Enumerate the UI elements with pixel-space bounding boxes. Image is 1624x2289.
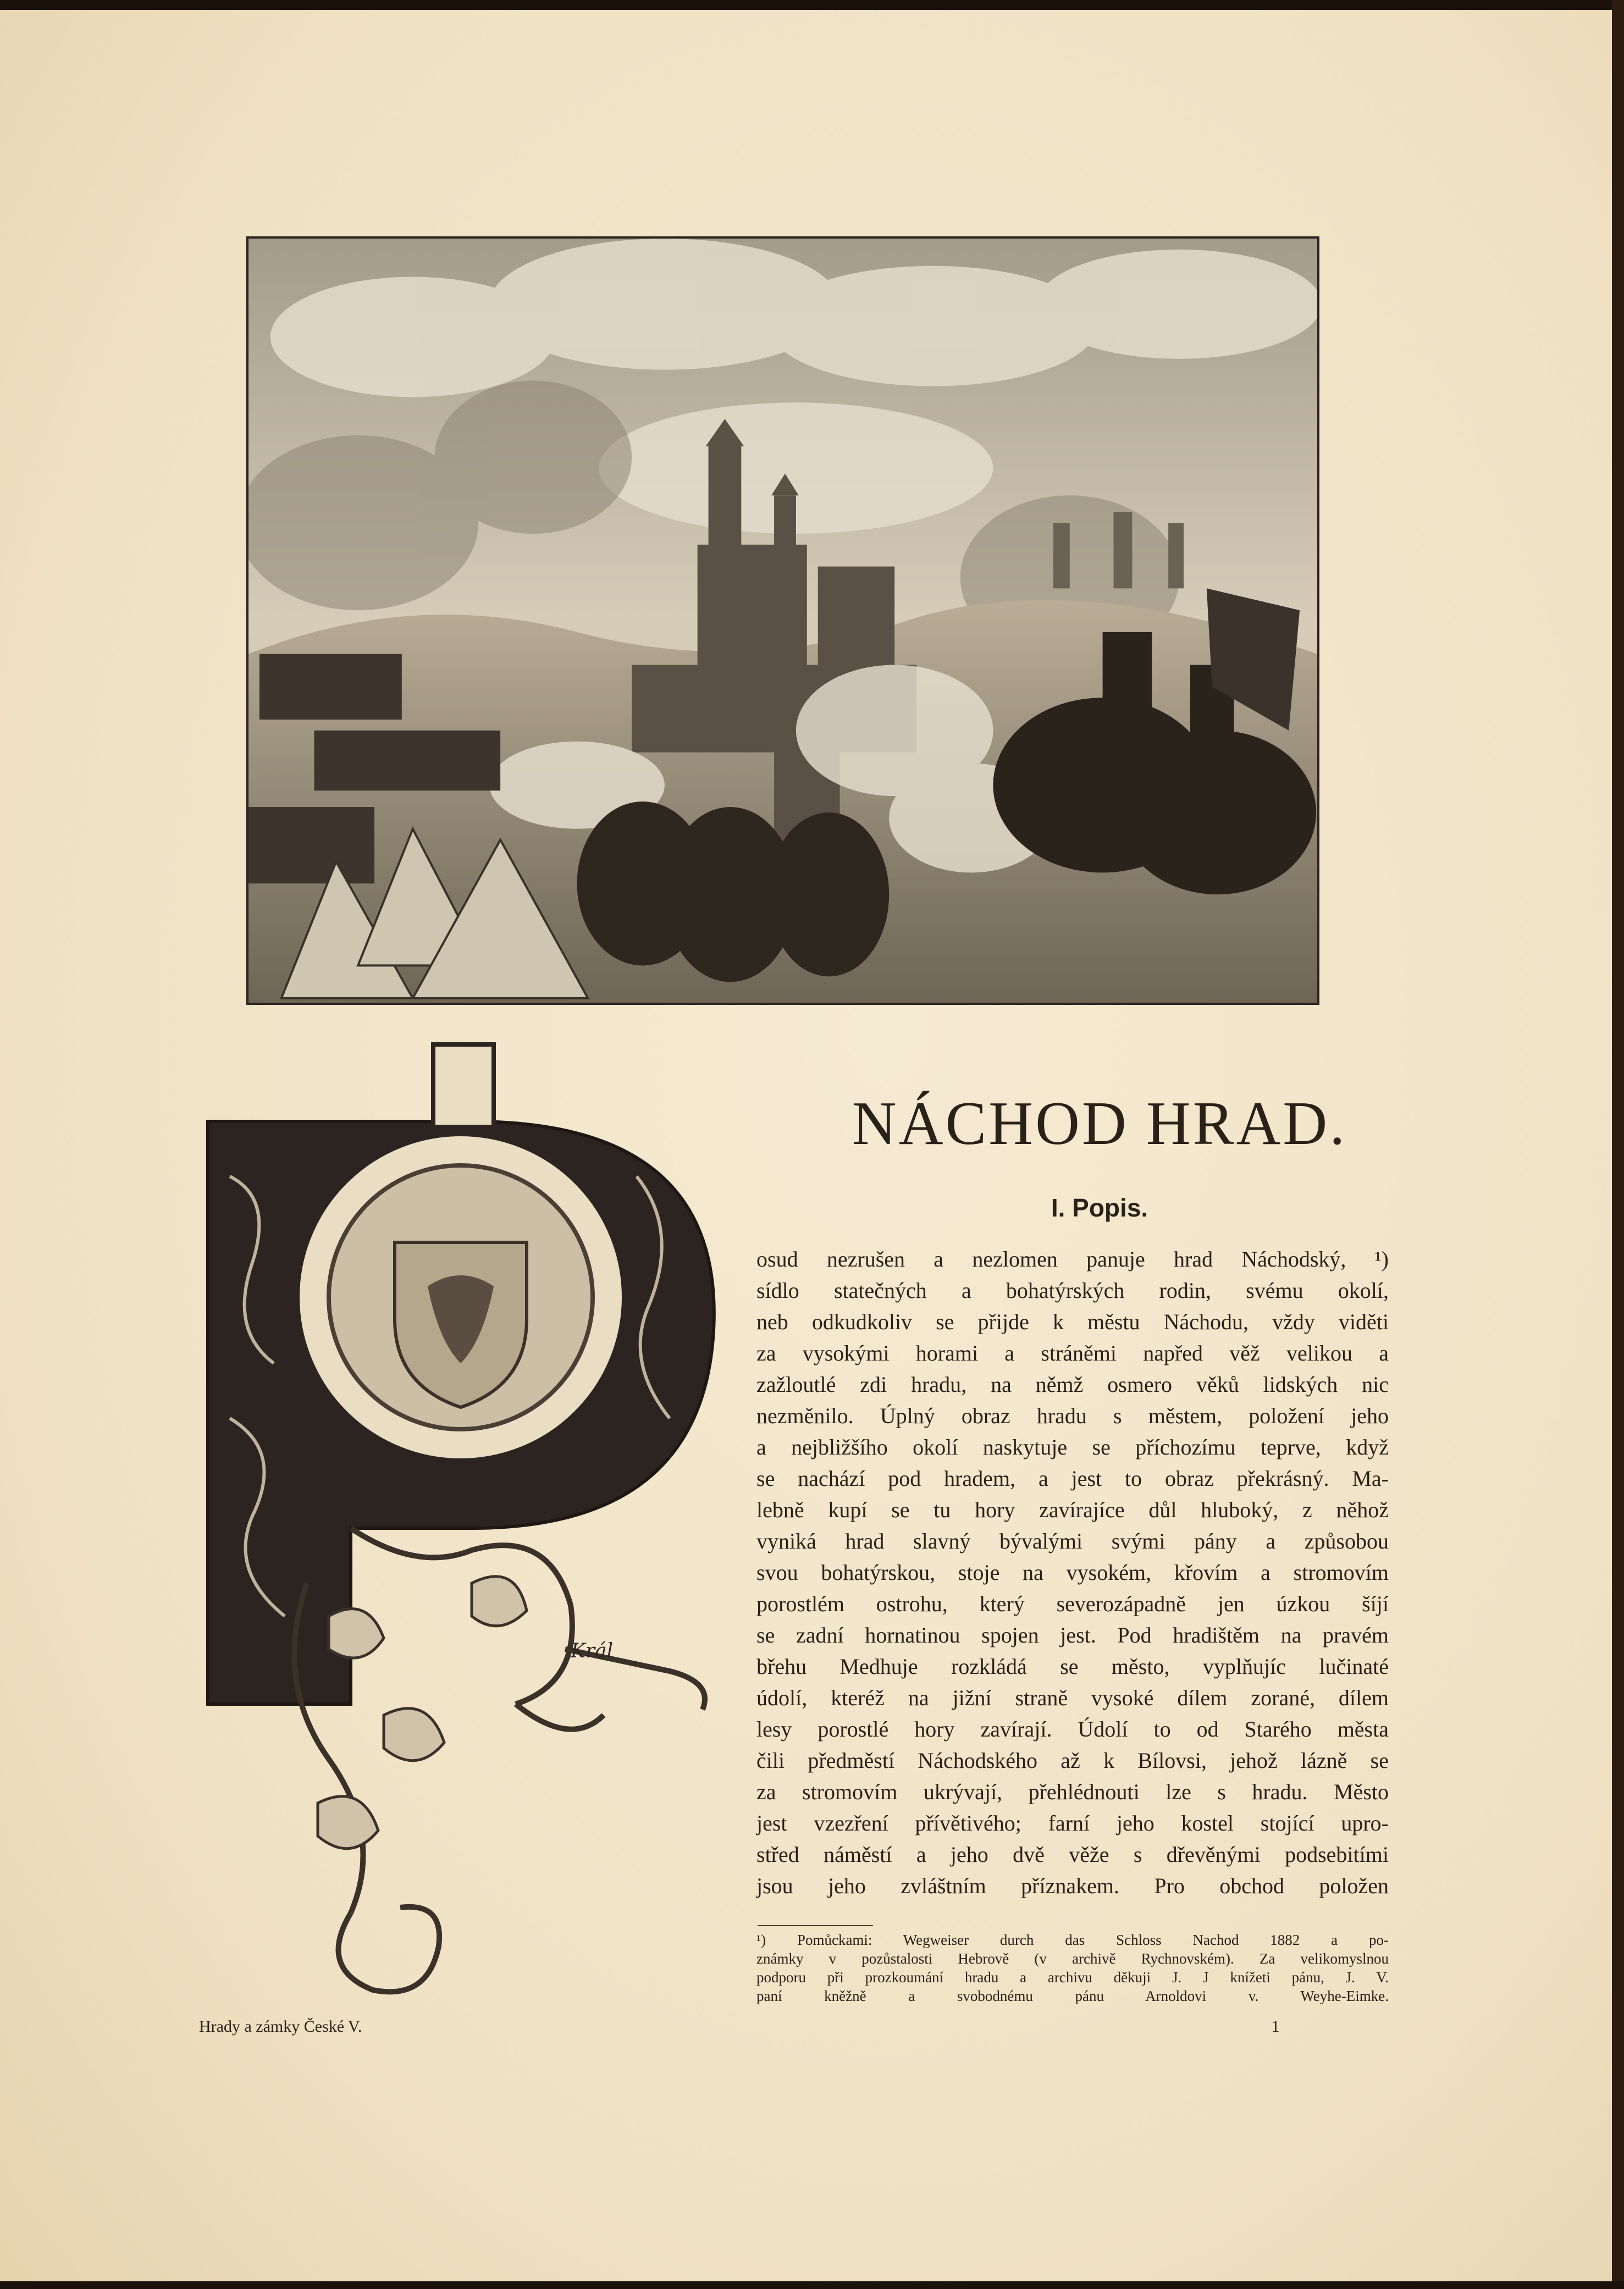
body-line: břehu Medhuje rozkládá se město, vyplňujíc lučinaté: [756, 1654, 1389, 1679]
running-footer: Hrady a zámky České V.: [199, 2017, 362, 2036]
body-text: [756, 1243, 1389, 1920]
footnote: [756, 1931, 1389, 2013]
section-heading: I. Popis.: [1051, 1193, 1148, 1222]
body-line: vyniká hrad slavný bývalými svými pány a způsobou: [756, 1529, 1389, 1553]
footnote-line: paní kněžně a svobodnému pánu Arnoldovi v. Weyhe-Eimke.: [756, 1988, 1389, 2004]
body-line: jsou jeho zvláštním příznakem. Pro obchod položen: [756, 1873, 1389, 1898]
scan-edge-right: [1612, 0, 1624, 2289]
ornamental-initial-p: [186, 1033, 758, 2012]
footnote-line: známky v pozůstalosti Hebrově (v archivě Rychnovském). Za velikomyslnou: [756, 1950, 1389, 1967]
body-line: a nejbližšího okolí naskytuje se příchozímu teprve, když: [756, 1435, 1389, 1459]
body-line: střed náměstí a jeho dvě věže s dřevěnými podsebitími: [756, 1842, 1389, 1867]
scan-edge-top: [0, 0, 1624, 10]
body-line: údolí, kteréž na jižní straně vysoké dílem zorané, dílem: [756, 1685, 1389, 1710]
body-line: za vysokými horami a stráněmi napřed věž velikou a: [756, 1341, 1389, 1365]
page-number: 1: [1271, 2017, 1280, 2036]
body-line: lesy porostlé hory zavírají. Údolí to od Starého města: [756, 1717, 1389, 1741]
body-line: zažloutlé zdi hradu, na němž osmero věků lidských nic: [756, 1372, 1389, 1397]
page-title: NÁCHOD HRAD.: [852, 1090, 1347, 1158]
body-line: osud nezrušen a nezlomen panuje hrad Náchodský, ¹): [756, 1247, 1389, 1271]
body-line: neb odkudkoliv se přijde k městu Náchodu, vždy viděti: [756, 1309, 1389, 1334]
footnote-line: podporu při prozkoumání hradu a archivu děkuji J. J knížeti pánu, J. V.: [756, 1969, 1389, 1986]
body-line: se zadní hornatinou spojen jest. Pod hradištěm na pravém: [756, 1623, 1389, 1647]
body-line: porostlém ostrohu, který severozápadně jen úzkou šíjí: [756, 1591, 1389, 1616]
footnote-line: ¹) Pomůckami: Wegweiser durch das Schloss Nachod 1882 a po-: [756, 1932, 1389, 1948]
body-line: za stromovím ukrývají, přehlédnouti lze s hradu. Město: [756, 1779, 1389, 1804]
body-line: čili předměstí Náchodského až k Bílovsi, jehož lázně se: [756, 1748, 1389, 1773]
body-line: svou bohatýrskou, stoje na vysokém, křovím a stromovím: [756, 1560, 1389, 1585]
scan-edge-bottom: [0, 2281, 1624, 2289]
artist-signature: Král: [571, 1640, 614, 1662]
castle-siege-engraving: [246, 236, 1319, 1005]
footnote-divider: [758, 1925, 873, 1926]
body-line: jest vzezření přívětivého; farní jeho kostel stojící upro-: [756, 1811, 1389, 1835]
body-line: lebně kupí se tu hory zavírajíce důl hluboký, z něhož: [756, 1497, 1389, 1522]
body-line: sídlo statečných a bohatýrských rodin, svému okolí,: [756, 1278, 1389, 1303]
body-line: se nachází pod hradem, a jest to obraz překrásný. Ma-: [756, 1466, 1389, 1491]
body-line: nezměnilo. Úplný obraz hradu s městem, položení jeho: [756, 1403, 1389, 1428]
